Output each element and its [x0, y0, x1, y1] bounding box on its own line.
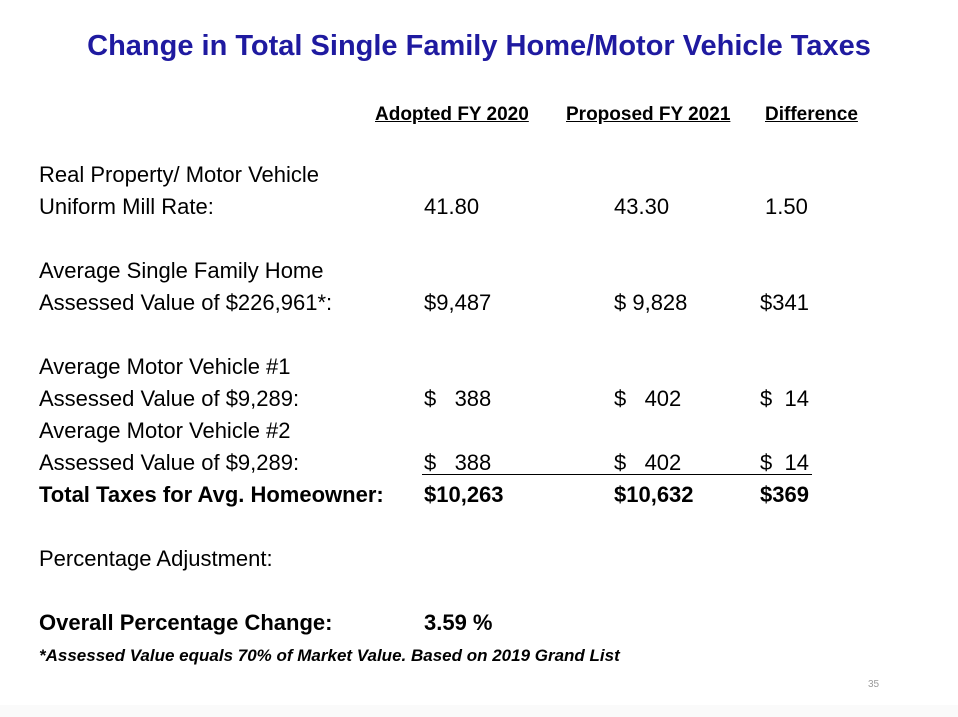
total-adopted: $10,263 [424, 482, 504, 507]
mill-rate-proposed: 43.30 [614, 194, 670, 219]
vehicle2-difference: $ 14 [760, 450, 809, 475]
header-proposed: Proposed FY 2021 [566, 104, 731, 125]
vehicle1-difference: $ 14 [760, 386, 809, 411]
vehicle2-label-2: Assessed Value of $9,289: [39, 450, 300, 475]
vehicle2-label-1: Average Motor Vehicle #2 [39, 418, 291, 443]
page-number: 35 [868, 679, 880, 690]
vehicle1-proposed: $ 402 [614, 386, 682, 411]
footnote: *Assessed Value equals 70% of Market Value. Based on 2019 Grand List [39, 646, 620, 665]
percentage-adjustment-label: Percentage Adjustment: [39, 546, 273, 571]
vehicle2-adopted: $ 388 [424, 450, 492, 475]
vehicle2-proposed: $ 402 [614, 450, 682, 475]
vehicle1-adopted: $ 388 [424, 386, 492, 411]
header-adopted: Adopted FY 2020 [375, 104, 529, 125]
total-proposed: $10,632 [614, 482, 694, 507]
total-difference: $369 [760, 482, 809, 507]
mill-rate-label-1: Real Property/ Motor Vehicle [39, 162, 320, 187]
slide-title: Change in Total Single Family Home/Motor Vehicle Taxes [87, 30, 871, 62]
home-adopted: $9,487 [424, 290, 492, 315]
mill-rate-label-2: Uniform Mill Rate: [39, 194, 214, 219]
home-proposed: $ 9,828 [614, 290, 688, 315]
home-label-1: Average Single Family Home [39, 258, 324, 283]
sum-divider [422, 474, 812, 475]
mill-rate-adopted: 41.80 [424, 194, 480, 219]
vehicle1-label-2: Assessed Value of $9,289: [39, 386, 300, 411]
home-difference: $341 [760, 290, 809, 315]
vehicle1-label-1: Average Motor Vehicle #1 [39, 354, 291, 379]
home-label-2: Assessed Value of $226,961*: [39, 290, 333, 315]
header-difference: Difference [765, 104, 858, 125]
overall-change-value: 3.59 % [424, 610, 493, 635]
overall-change-label: Overall Percentage Change: [39, 610, 333, 635]
mill-rate-difference: 1.50 [765, 194, 808, 219]
total-label: Total Taxes for Avg. Homeowner: [39, 482, 384, 507]
